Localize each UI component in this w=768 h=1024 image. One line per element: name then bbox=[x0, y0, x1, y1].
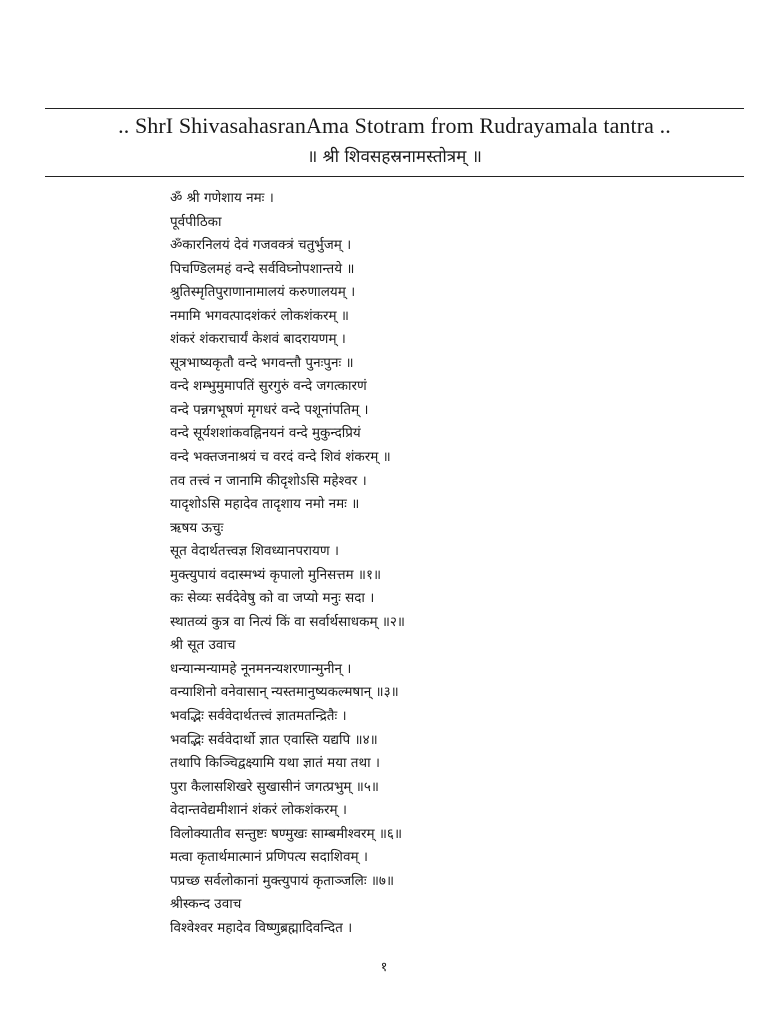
verse-line: तथापि किञ्चिद्वक्ष्यामि यथा ज्ञातं मया तथा । bbox=[170, 755, 381, 772]
verse-line: पप्रच्छ सर्वलोकानां मुक्त्युपायं कृताञ्जलिः ॥७॥ bbox=[170, 872, 395, 889]
verse-line: मत्वा कृतार्थमात्मानं प्रणिपत्य सदाशिवम् । bbox=[170, 849, 368, 866]
verse-line: वन्दे शम्भुमुमापतिं सुरगुरुं वन्दे जगत्कारणं bbox=[170, 378, 367, 395]
verse-line: पिचण्डिलमहं वन्दे सर्वविघ्नोपशान्तये ॥ bbox=[170, 260, 355, 277]
verse-list bbox=[170, 187, 730, 941]
verse-line: श्री सूत उवाच bbox=[170, 637, 236, 654]
verse-line: कः सेव्यः सर्वदेवेषु को वा जप्यो मनुः सदा । bbox=[170, 590, 375, 607]
verse-line: भवद्भिः सर्ववेदार्थतत्त्वं ज्ञातमतन्द्रितैः । bbox=[170, 708, 347, 725]
verse-line: नमामि भगवत्पादशंकरं लोकशंकरम् ॥ bbox=[170, 307, 349, 324]
verse-line: पूर्वपीठिका bbox=[170, 213, 222, 230]
verse-line: शंकरं शंकराचार्यं केशवं बादरायणम् । bbox=[170, 331, 346, 348]
verse-line: वन्दे पन्नगभूषणं मृगधरं वन्दे पशूनांपतिम् । bbox=[170, 401, 369, 418]
verse-line: विश्वेश्वर महादेव विष्णुब्रह्मादिवन्दित । bbox=[170, 919, 353, 936]
verse-line: वन्दे सूर्यशशांकवह्निनयनं वन्दे मुकुन्दप्रियं bbox=[170, 425, 361, 442]
verse-line: ॐ श्री गणेशाय नमः । bbox=[170, 190, 274, 206]
verse-line: ऋषय ऊचुः bbox=[170, 519, 224, 536]
verse-line: तव तत्त्वं न जानामि कीदृशोऽसि महेश्वर । bbox=[170, 472, 367, 489]
verse-line: यादृशोऽसि महादेव तादृशाय नमो नमः ॥ bbox=[170, 496, 360, 513]
verse-line: श्रीस्कन्द उवाच bbox=[170, 896, 242, 913]
verse-line: विलोक्यातीव सन्तुष्टः षण्मुखः साम्बमीश्वरम् ॥६॥ bbox=[170, 825, 403, 842]
page-number: १ bbox=[380, 960, 388, 975]
document-title-english: .. ShrI ShivasahasranAma Stotram from Rudrayamala tantra .. bbox=[118, 113, 671, 138]
verse-line: वन्दे भक्तजनाश्रयं च वरदं वन्दे शिवं शंकरम् ॥ bbox=[170, 449, 391, 466]
verse-line: सूत वेदार्थतत्त्वज्ञ शिवध्यानपरायण । bbox=[170, 543, 340, 560]
document-title-sanskrit: ॥ श्री शिवसहस्रनामस्तोत्रम् ॥ bbox=[307, 147, 482, 167]
verse-line: भवद्भिः सर्ववेदार्थो ज्ञात एवास्ति यद्यपि ॥४॥ bbox=[170, 731, 378, 748]
verse-line: वन्याशिनो वनेवासान् न्यस्तमानुष्यकल्मषान् ॥३॥ bbox=[170, 684, 399, 701]
top-rule bbox=[45, 108, 744, 109]
verse-line: ॐकारनिलयं देवं गजवक्त्रं चतुर्भुजम् । bbox=[170, 237, 352, 254]
verse-line: श्रुतिस्मृतिपुराणानामालयं करुणालयम् । bbox=[170, 284, 356, 301]
verse-line: वेदान्तवेद्यमीशानं शंकरं लोकशंकरम् । bbox=[170, 802, 347, 819]
bottom-rule bbox=[45, 176, 744, 177]
verse-line: पुरा कैलासशिखरे सुखासीनं जगत्प्रभुम् ॥५॥ bbox=[170, 778, 379, 795]
verse-line: स्थातव्यं कुत्र वा नित्यं किं वा सर्वार्थसाधकम् ॥२॥ bbox=[170, 613, 406, 630]
verse-line: मुक्त्युपायं वदास्मभ्यं कृपालो मुनिसत्तम ॥१॥ bbox=[170, 566, 382, 583]
verse-line: धन्यान्मन्यामहे नूनमनन्यशरणान्मुनीन् । bbox=[170, 660, 352, 677]
verse-line: सूत्रभाष्यकृतौ वन्दे भगवन्तौ पुनःपुनः ॥ bbox=[170, 354, 354, 371]
